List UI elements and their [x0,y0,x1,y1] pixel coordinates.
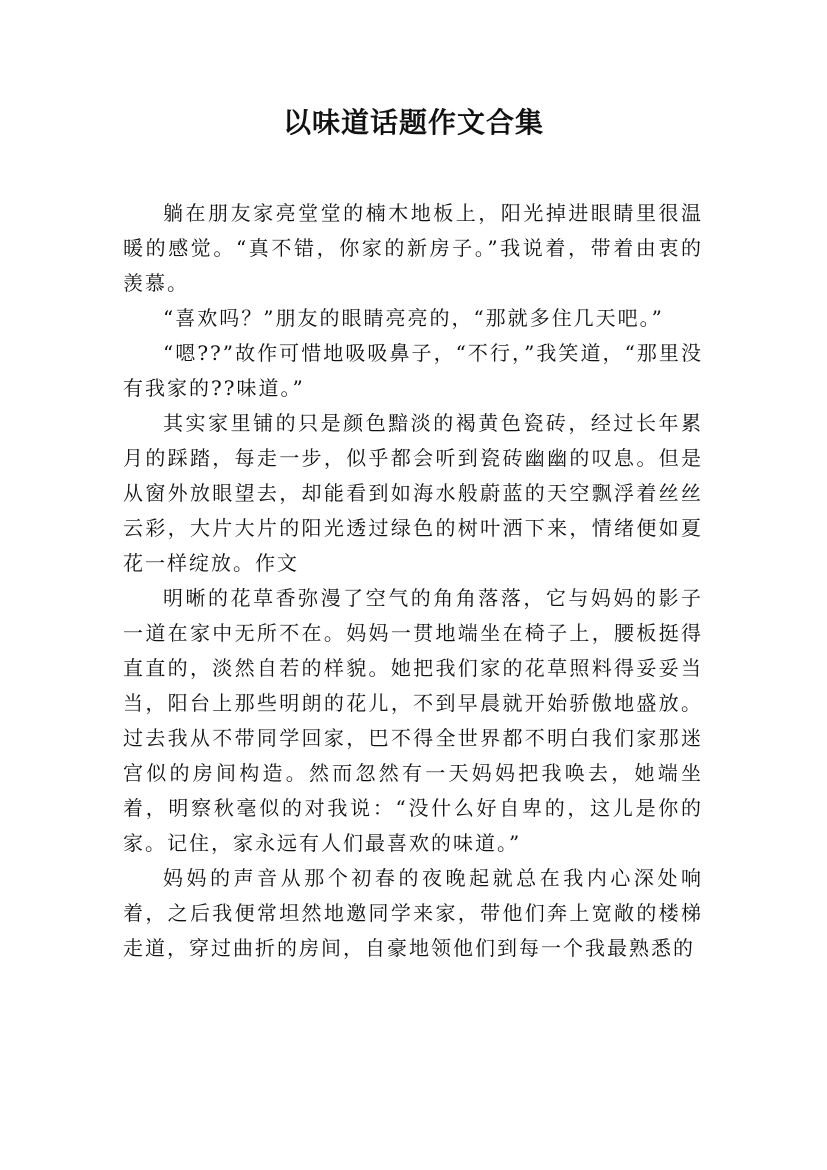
paragraph-1: 躺在朋友家亮堂堂的楠木地板上，阳光掉进眼睛里很温暖的感觉。“真不错，你家的新房子。”我说着，带着由衷的羡慕。 [123,201,703,295]
paragraph-2: “喜欢吗？”朋友的眼睛亮亮的，“那就多住几天吧。” [163,306,664,330]
document-title: 以味道话题作文合集 [282,106,544,139]
document-body [123,196,703,966]
paragraph-4: 其实家里铺的只是颜色黯淡的褐黄色瓷砖，经过长年累月的踩踏，每走一步，似乎都会听到瓷砖幽幽的叹息。但是从窗外放眼望去，却能看到如海水般蔚蓝的天空飘浮着丝丝云彩，大片大片的阳光透过绿色的树叶洒下来，情绪便如夏花一样绽放。作文 [123,411,703,575]
paragraph-6: 妈妈的声音从那个初春的夜晚起就总在我内心深处响着，之后我便常坦然地邀同学来家，带他们奔上宽敞的楼梯走道，穿过曲折的房间，自豪地领他们到每一个我最熟悉的 [123,866,703,960]
paragraph-5: 明晰的花草香弥漫了空气的角角落落，它与妈妈的影子一道在家中无所不在。妈妈一贯地端坐在椅子上，腰板挺得直直的，淡然自若的样貌。她把我们家的花草照料得妥妥当当，阳台上那些明朗的花儿，不到早晨就开始骄傲地盛放。过去我从不带同学回家，巴不得全世界都不明白我们家那迷宫似的房间构造。然而忽然有一天妈妈把我唤去，她端坐着，明察秋毫似的对我说：“没什么好自卑的，这儿是你的家。记住，家永远有人们最喜欢的味道。” [123,586,703,855]
paragraph-3: “嗯??”故作可惜地吸吸鼻子，“不行，”我笑道，“那里没有我家的??味道。” [123,341,703,400]
